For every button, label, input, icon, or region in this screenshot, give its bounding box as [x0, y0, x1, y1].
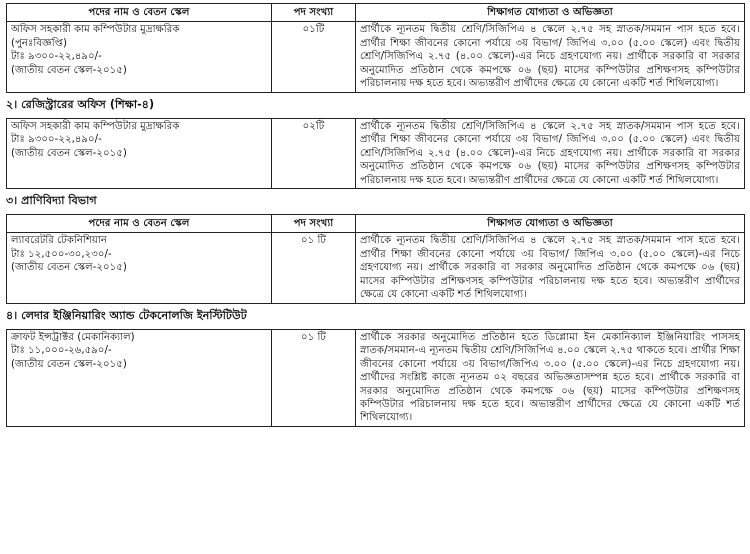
post-title: অফিস সহকারী কাম কম্পিউটার মুদ্রাক্ষরিক	[11, 120, 180, 132]
post-cell	[7, 118, 272, 188]
section-4-table	[6, 329, 745, 427]
section-1-table	[6, 3, 745, 93]
post-cell	[7, 22, 272, 92]
post-cell	[7, 329, 272, 426]
table-row	[7, 22, 745, 92]
pay-scale-note: (জাতীয় বেতন স্কেল-২০১৫)	[11, 358, 127, 370]
post-count: ০১টি	[272, 22, 356, 92]
header-post-name: পদের নাম ও বেতন স্কেল	[7, 214, 272, 232]
header-qualification: শিক্ষাগত যোগ্যতা ও অভিজ্ঞতা	[356, 214, 745, 232]
table-header-row	[7, 4, 745, 22]
post-count: ০১ টি	[272, 233, 356, 303]
header-qualification: শিক্ষাগত যোগ্যতা ও অভিজ্ঞতা	[356, 4, 745, 22]
section-2-table	[6, 118, 745, 189]
post-title: ক্রাফট ইন্সট্রাক্টর (মেকানিক্যাল)	[11, 331, 135, 343]
qualification-text: প্রার্থীকে ন্যূনতম দ্বিতীয় শ্রেণি/সিজিপিএ ৪ স্কেলে ২.৭৫ সহ স্নাতক/সমমান পাস হতে হবে। প্রার্থীর শিক্ষা জীবনের কোনো পর্যায়ে ৩য় বিভাগ/ জিপিএ ৩.০০ (৫.০০ স্কেলে)-এর নিচে গ্রহণযোগ্য নয়। প্রার্থীকে সরকারি বা সরকার অনুমোদিত প্রতিষ্ঠান থেকে কমপক্ষে ০৬ (ছয়) মাসের কম্পিউটার প্রশিক্ষণসহ কম্পিউটার পরিচালনায় দক্ষ হতে হবে। অভ্যন্তরীণ প্রার্থীদের ক্ষেত্রে যে কোনো একটি শর্ত শিথিলযোগ্য।	[356, 233, 745, 303]
qualification-text: প্রার্থীকে সরকার অনুমোদিত প্রতিষ্ঠান হতে ডিপ্লোমা ইন মেকানিক্যাল ইঞ্জিনিয়ারিং পাসসহ স্নাতক/সমমান-এ ন্যূনতম দ্বিতীয় শ্রেণি/সিজিপিএ ৪.০০ স্কেলে ২.৭৫ থাকতে হবে। প্রার্থীর শিক্ষা জীবনের কোনো পর্যায়ে ৩য় বিভাগ/জিপিএ ৩.০০ (৫.০০ স্কেলে)-এর নিচে গ্রহণযোগ্য নয়। প্রার্থীদের সংশ্লিষ্ট কাজে ন্যূনতম ০২ বছরের অভিজ্ঞতাসম্পন্ন হতে হবে। প্রার্থীকে সরকারি বা সরকার অনুমোদিত প্রতিষ্ঠান থেকে কমপক্ষে ০৬ (ছয়) মাসের কম্পিউটার প্রশিক্ষণসহ কম্পিউটার পরিচালনায় দক্ষ হতে হবে। অভ্যন্তরীণ প্রার্থীদের ক্ষেত্রে যে কোনো একটি শর্ত শিথিলযোগ্য।	[356, 329, 745, 426]
pay-scale: টাঃ ৯৩০০-২২,৪৯০/-	[11, 51, 102, 63]
pay-scale: টাঃ ৯৩০০-২২,৪৯০/-	[11, 134, 102, 146]
pay-scale-note: (জাতীয় বেতন স্কেল-২০১৫)	[11, 64, 127, 76]
section-3-title: ৩। প্রাণিবিদ্যা বিভাগ	[6, 193, 97, 207]
table-row	[7, 118, 745, 188]
section-4-title: ৪। লেদার ইঞ্জিনিয়ারিং অ্যান্ড টেকনোলজি ইনস্টিটিউট	[6, 308, 247, 322]
post-cell	[7, 233, 272, 303]
pay-scale-note: (জাতীয় বেতন স্কেল-২০১৫)	[11, 147, 127, 159]
post-count: ০২টি	[272, 118, 356, 188]
pay-scale: টাঃ ১১,০০০-২৬,৫৯০/-	[11, 345, 112, 357]
header-post-count: পদ সংখ্যা	[272, 4, 356, 22]
header-post-count: পদ সংখ্যা	[272, 214, 356, 232]
table-row	[7, 233, 745, 303]
section-3-table	[6, 214, 745, 304]
pay-scale-note: (জাতীয় বেতন স্কেল-২০১৫)	[11, 262, 127, 274]
post-count: ০১ টি	[272, 329, 356, 426]
qualification-text: প্রার্থীকে ন্যূনতম দ্বিতীয় শ্রেণি/সিজিপিএ ৪ স্কেলে ২.৭৫ সহ স্নাতক/সমমান পাস হতে হবে। প্রার্থীর শিক্ষা জীবনের কোনো পর্যায়ে ৩য় বিভাগ/ জিপিএ ৩.০০ (৫.০০ স্কেলে) এবং দ্বিতীয় শ্রেণি/সিজিপিএ ২.৭৫ (৪.০০ স্কেলে)-এর নিচে গ্রহণযোগ্য নয়। প্রার্থীকে সরকারি বা সরকার অনুমোদিত প্রতিষ্ঠান থেকে কমপক্ষে ০৬ (ছয়) মাসের কম্পিউটার প্রশিক্ষণসহ কম্পিউটার পরিচালনায় দক্ষ হতে হবে। অভ্যন্তরীণ প্রার্থীদের ক্ষেত্রে যে কোনো একটি শর্ত শিথিলযোগ্য।	[356, 118, 745, 188]
table-row	[7, 329, 745, 426]
header-post-name: পদের নাম ও বেতন স্কেল	[7, 4, 272, 22]
post-title: ল্যাবরেটরি টেকনিশিয়ান	[11, 235, 107, 247]
table-header-row	[7, 214, 745, 232]
qualification-text: প্রার্থীকে ন্যূনতম দ্বিতীয় শ্রেণি/সিজিপিএ ৪ স্কেলে ২.৭৫ সহ স্নাতক/সমমান পাস হতে হবে। প্রার্থীর শিক্ষা জীবনের কোনো পর্যায়ে ৩য় বিভাগ/ জিপিএ ৩.০০ (৫.০০ স্কেলে) এবং দ্বিতীয় শ্রেণি/সিজিপিএ ২.৭৫ (৪.০০ স্কেলে)-এর নিচে গ্রহণযোগ্য নয়। প্রার্থীকে সরকারি বা সরকার অনুমোদিত প্রতিষ্ঠান থেকে কমপক্ষে ০৬ (ছয়) মাসের কম্পিউটার প্রশিক্ষণসহ কম্পিউটার পরিচালনায় দক্ষ হতে হবে। অভ্যন্তরীণ প্রার্থীদের ক্ষেত্রে যে কোনো একটি শর্ত শিথিলযোগ্য।	[356, 22, 745, 92]
pay-scale: টাঃ ১২,৫০০-৩০,২৩০/-	[11, 248, 112, 260]
section-2-title: ২। রেজিস্ট্রারের অফিস (শিক্ষা-৪)	[6, 97, 155, 111]
post-note: (পুনঃবিজ্ঞপ্তি)	[11, 37, 67, 49]
post-title: অফিস সহকারী কাম কম্পিউটার মুদ্রাক্ষরিক	[11, 24, 180, 36]
